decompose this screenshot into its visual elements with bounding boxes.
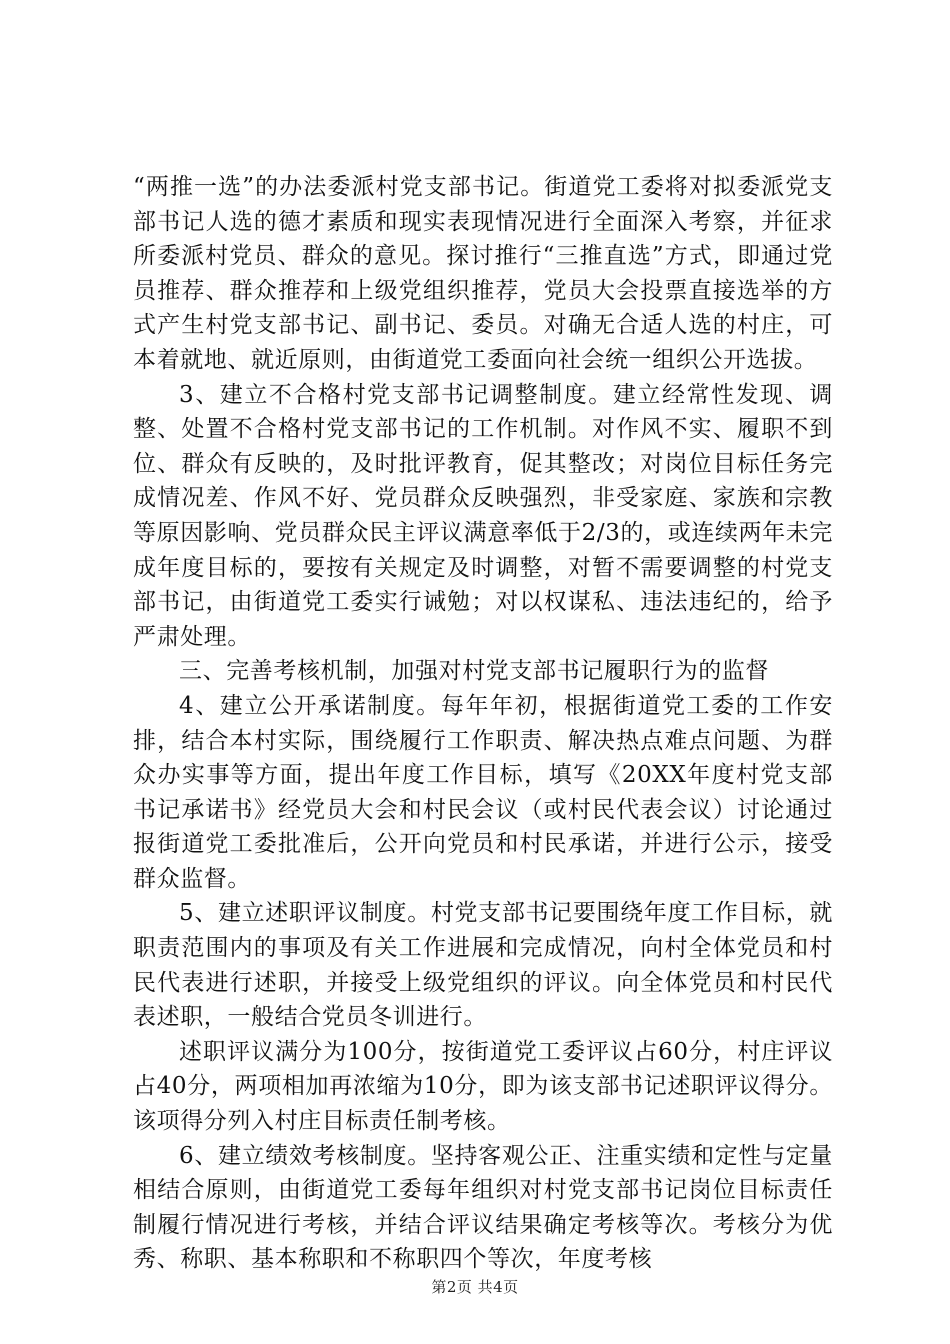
section-heading-3: 三、完善考核机制，加强对村党支部书记履职行为的监督 [179, 658, 769, 685]
body-paragraph-5: 5、建立述职评议制度。村党支部书记要围绕年度工作目标，就职责范围内的事项及有关工作进展和完成情况，向村全体党员和村民代表进行述职，并接受上级党组织的评议。向全体党员和村民代表述职，一般结合党员冬训进行。 [133, 900, 833, 1031]
body-paragraph-4: 4、建立公开承诺制度。每年年初，根据街道党工委的工作安排，结合本村实际，围绕履行工作职责、解决热点难点问题、为群众办实事等方面，提出年度工作目标，填写《20XX年度村党支部书记承诺书》经党员大会和村民会议（或村民代表会议）讨论通过报街道党工委批准后，公开向党员和村民承诺，并进行公示，接受群众监督。 [133, 692, 833, 892]
body-paragraph-1: “两推一选”的办法委派村党支部书记。街道党工委将对拟委派党支部书记人选的德才素质和现实表现情况进行全面深入考察，并征求所委派村党员、群众的意见。探讨推行“三推直选”方式，即通过党员推荐、群众推荐和上级党组织推荐，党员大会投票直接选举的方式产生村党支部书记、副书记、委员。对确无合适人选的村庄，可本着就地、就近原则，由街道党工委面向社会统一组织公开选拔。 [133, 174, 833, 373]
body-paragraph-2: 3、建立不合格村党支部书记调整制度。建立经常性发现、调整、处置不合格村党支部书记的工作机制。对作风不实、履职不到位、群众有反映的，及时批评教育，促其整改；对岗位目标任务完成情况差、作风不好、党员群众反映强烈，非受家庭、家族和宗教等原因影响、党员群众民主评议满意率低于2/3的，或连续两年未完成年度目标的，要按有关规定及时调整，对暂不需要调整的村党支部书记，由街道党工委实行诫勉；对以权谋私、违法违纪的，给予严肃处理。 [133, 381, 833, 650]
body-paragraph-7: 6、建立绩效考核制度。坚持客观公正、注重实绩和定性与定量相结合原则，由街道党工委每年组织对村党支部书记岗位目标责任制履行情况进行考核，并结合评议结果确定考核等次。考核分为优秀、称职、基本称职和不称职四个等次，年度考核 [133, 1142, 833, 1273]
page-number: 第2页 共4页 [431, 1278, 519, 1296]
document-body [133, 170, 833, 1277]
body-paragraph-6: 述职评议满分为100分，按街道党工委评议占60分，村庄评议占40分，两项相加再浓缩为10分，即为该支部书记述职评议得分。该项得分列入村庄目标责任制考核。 [133, 1038, 833, 1135]
